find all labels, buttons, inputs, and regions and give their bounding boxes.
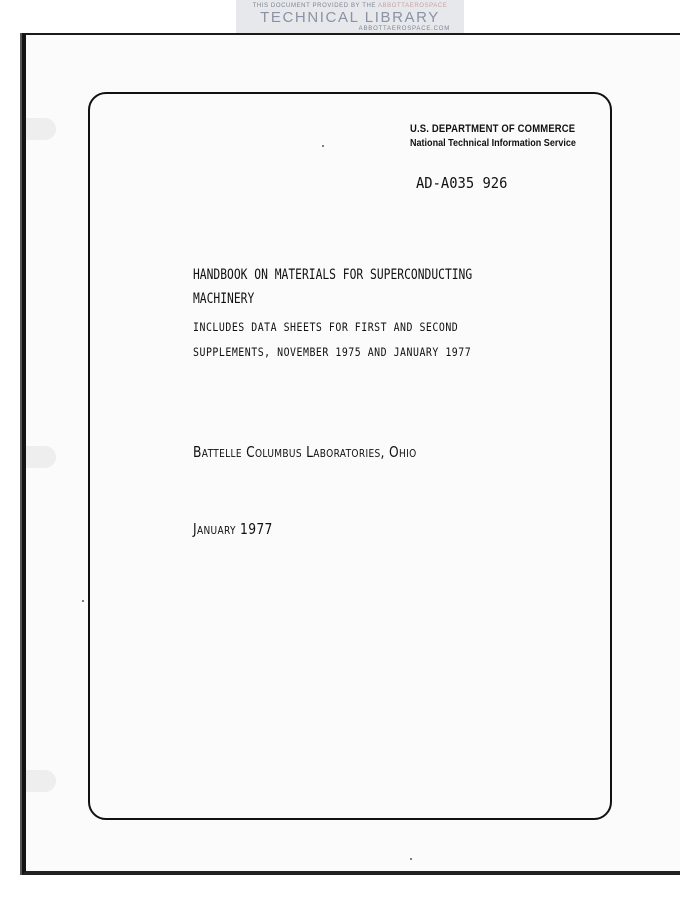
document-title <box>193 263 472 311</box>
document-number: AD-A035 926 <box>416 174 508 192</box>
banner-library-title: TECHNICAL LIBRARY <box>260 9 440 26</box>
service-name: National Technical Information Service <box>410 137 576 149</box>
subtitle-line-2: SUPPLEMENTS, NOVEMBER 1975 AND JANUARY 1977 <box>193 345 472 359</box>
organization: Battelle Columbus Laboratories, Ohio <box>193 443 417 461</box>
title-line-2: MACHINERY <box>193 291 255 307</box>
publication-date: January 1977 <box>193 520 273 538</box>
scan-speck <box>82 600 84 602</box>
banner-website: ABBOTTAEROSPACE.COM <box>358 26 450 32</box>
department-name: U.S. DEPARTMENT OF COMMERCE <box>410 123 576 135</box>
banner-brand2-text: AEROSPACE <box>405 3 448 9</box>
binder-hole <box>26 118 56 140</box>
binder-hole <box>26 446 56 468</box>
banner-brand-text: ABBOTT <box>377 3 406 9</box>
scan-speck <box>410 858 412 860</box>
binder-hole <box>26 770 56 792</box>
title-line-1: HANDBOOK ON MATERIALS FOR SUPERCONDUCTING <box>193 267 473 283</box>
scan-speck <box>322 145 324 147</box>
library-watermark-banner <box>236 0 464 34</box>
agency-block <box>410 122 576 150</box>
subtitle-line-1: INCLUDES DATA SHEETS FOR FIRST AND SECOND <box>193 320 459 334</box>
banner-prefix-text: THIS DOCUMENT PROVIDED BY THE <box>252 3 376 9</box>
document-subtitle <box>193 315 471 365</box>
